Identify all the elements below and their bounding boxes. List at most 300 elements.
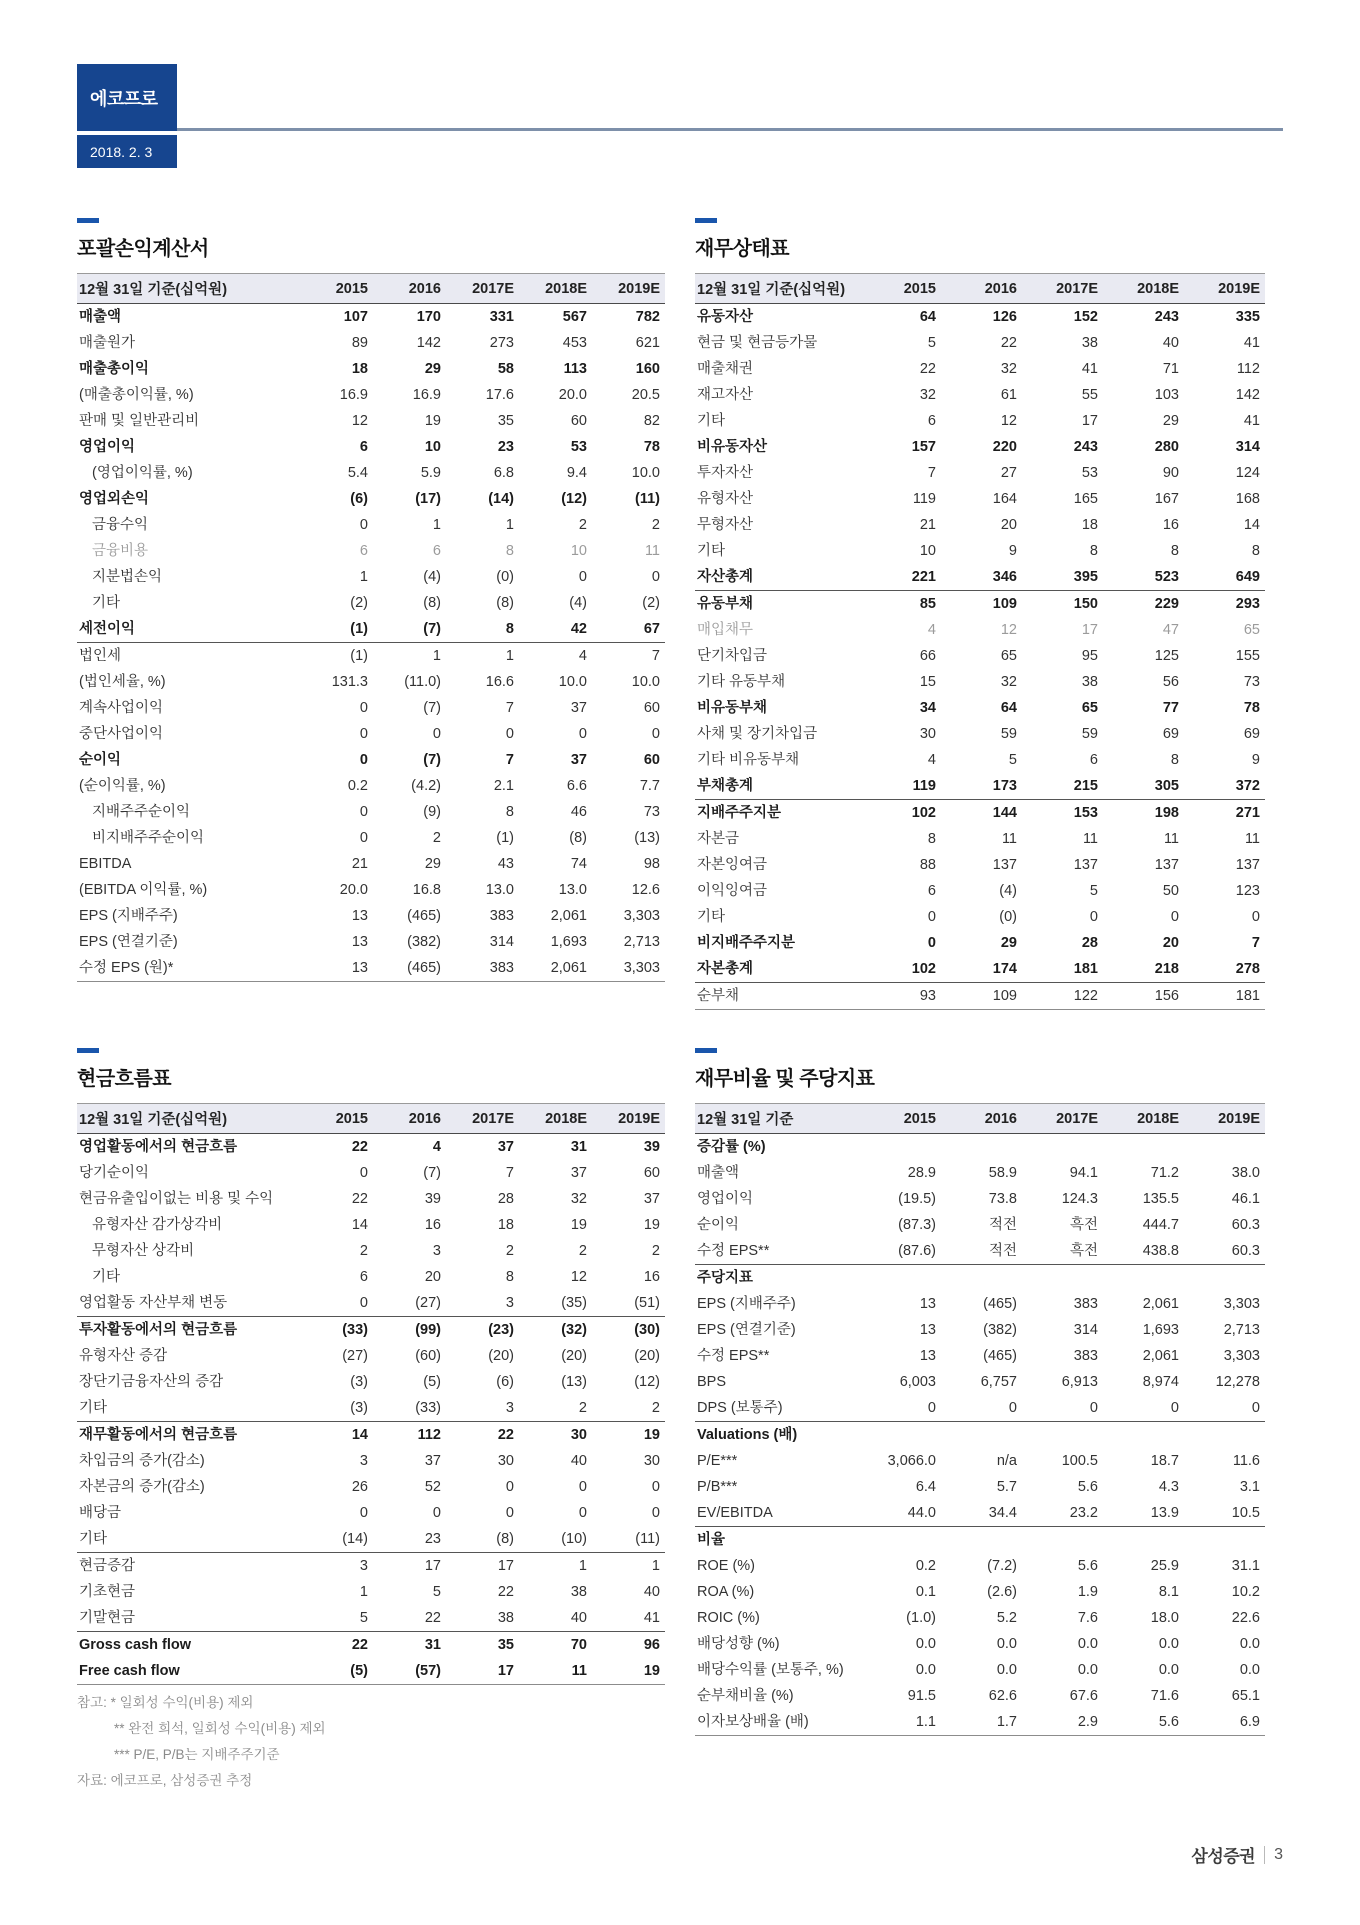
cell-value: 124: [1235, 465, 1260, 481]
cell-value: 62.6: [988, 1688, 1017, 1704]
cell-value: 2,061: [550, 960, 587, 976]
cell-value: 0.0: [1077, 1662, 1098, 1678]
row-label: 기타: [77, 1395, 300, 1422]
cell-value: 8: [1170, 543, 1179, 559]
cell-value: 0: [300, 1290, 373, 1317]
cell-value: 13: [919, 1296, 936, 1312]
cell-value: 60.3: [1231, 1217, 1260, 1233]
cell-value: (8): [446, 1526, 519, 1553]
cell-value: 56: [1162, 674, 1179, 690]
row-label: 계속사업이익: [79, 700, 164, 716]
table-row: [77, 1343, 665, 1369]
cell-value: 383: [489, 960, 514, 976]
cell-value: 395: [1022, 564, 1103, 591]
cash-flow-table: [77, 1103, 665, 1685]
cell-value: 2.9: [1077, 1714, 1098, 1730]
table-row: [77, 1317, 665, 1344]
cell-value: 17: [1081, 622, 1098, 638]
row-label: P/B***: [697, 1479, 738, 1495]
cell-value: 0.2: [915, 1558, 936, 1574]
cell-value: 346: [941, 564, 1022, 591]
row-label: 비지배주주순이익: [92, 830, 205, 846]
cell-value: 5: [1089, 883, 1098, 899]
cell-value: 102: [911, 805, 936, 821]
cell-value: 29: [424, 361, 441, 377]
cell-value: (13): [634, 830, 660, 846]
cell-value: 38: [1081, 674, 1098, 690]
cell-value: 37: [497, 1139, 514, 1155]
row-label: (순이익률, %): [79, 778, 166, 794]
cell-value: 113: [563, 361, 587, 377]
table-row: [77, 773, 665, 799]
cell-value: 5.6: [1077, 1479, 1098, 1495]
cell-value: 18: [351, 361, 368, 377]
cell-value: 1: [578, 1558, 587, 1574]
cell-value: 10: [424, 439, 441, 455]
cell-value: 58: [497, 361, 514, 377]
cell-value: 3: [432, 1243, 441, 1259]
cell-value: 37: [570, 1165, 587, 1181]
cell-value: 0: [941, 1395, 1022, 1422]
cell-value: [1184, 1527, 1265, 1554]
cell-value: 11: [1001, 831, 1017, 847]
row-label: 금융수익: [92, 517, 149, 533]
report-title: 에코프로: [90, 88, 158, 109]
cell-value: 135.5: [1142, 1191, 1179, 1207]
table-row: [77, 616, 665, 643]
cell-value: (30): [634, 1322, 660, 1338]
cell-value: 60: [643, 700, 660, 716]
cell-value: 1: [505, 648, 514, 664]
cell-value: 19: [643, 1427, 660, 1443]
cell-value: 32: [570, 1191, 587, 1207]
cell-value: 0: [359, 700, 368, 716]
cell-value: 0: [1170, 909, 1179, 925]
cell-value: 38: [446, 1605, 519, 1632]
table-row: [695, 930, 1265, 956]
cell-value: 229: [1154, 596, 1179, 612]
table-row: [77, 1579, 665, 1605]
cell-value: 6: [359, 439, 368, 455]
table-row: [77, 695, 665, 721]
cell-value: (14): [488, 491, 514, 507]
row-label: 현금 및 현금등가물: [697, 335, 818, 351]
cell-value: (14): [300, 1526, 373, 1553]
cell-value: 66: [919, 648, 936, 664]
table-row: [695, 486, 1265, 512]
cell-value: 70: [570, 1637, 587, 1653]
row-label: Free cash flow: [79, 1663, 180, 1679]
cell-value: 7: [651, 648, 660, 664]
cell-value: 153: [1073, 805, 1098, 821]
cell-value: 2,713: [1223, 1322, 1260, 1338]
cell-value: 73: [643, 804, 660, 820]
table-row: [77, 1658, 665, 1685]
cell-value: 220: [992, 439, 1017, 455]
cell-value: 39: [643, 1139, 660, 1155]
row-label: 이자보상배율 (배): [697, 1714, 809, 1730]
row-label: 차입금의 증가(감소): [79, 1453, 205, 1469]
section-title: 현금흐름표: [77, 1068, 172, 1090]
table-row: [77, 382, 665, 408]
cell-value: 293: [1235, 596, 1260, 612]
cell-value: 19: [570, 1217, 587, 1233]
cell-value: 7: [1251, 935, 1260, 951]
cell-value: 95: [1081, 648, 1098, 664]
table-row: [695, 1500, 1265, 1527]
table-row: [77, 512, 665, 538]
cell-value: 3: [359, 1453, 368, 1469]
cell-value: 278: [1184, 956, 1265, 983]
column-header-2015: 2015: [300, 274, 373, 304]
cell-value: [941, 1134, 1022, 1161]
row-label: EPS (지배주주): [79, 908, 178, 924]
brand-name: 삼성증권: [1191, 1847, 1256, 1866]
cell-value: 8: [505, 804, 514, 820]
cell-value: 19: [643, 1663, 660, 1679]
cell-value: (7): [423, 752, 441, 768]
cell-value: 23: [497, 439, 514, 455]
cell-value: 13: [919, 1322, 936, 1338]
row-label: 기초현금: [79, 1584, 136, 1600]
table-row: [695, 956, 1265, 983]
cell-value: 10.0: [558, 674, 587, 690]
cell-value: 5.6: [1077, 1558, 1098, 1574]
cell-value: 61: [1000, 387, 1017, 403]
cell-value: 14: [1243, 517, 1260, 533]
row-label: 재고자산: [697, 387, 754, 403]
cell-value: 7: [505, 700, 514, 716]
cell-value: 0.0: [1158, 1636, 1179, 1652]
note-line: 자료: 에코프로, 삼성증권 추정: [77, 1773, 253, 1788]
cell-value: (51): [592, 1290, 665, 1317]
cell-value: 12.6: [631, 882, 660, 898]
cell-value: 438.8: [1103, 1238, 1184, 1265]
row-label: 매출원가: [79, 335, 136, 351]
cell-value: 6: [927, 413, 936, 429]
cell-value: 123: [1235, 883, 1260, 899]
table-row: [77, 330, 665, 356]
cell-value: 0: [432, 1505, 441, 1521]
cell-value: 22.6: [1231, 1610, 1260, 1626]
cell-value: 88: [919, 857, 936, 873]
cell-value: 3,303: [623, 960, 660, 976]
row-label: 매출액: [79, 309, 122, 325]
section-accent-dash: [695, 1048, 717, 1053]
cell-value: (32): [561, 1322, 587, 1338]
cell-value: 적전: [988, 1217, 1017, 1233]
table-row: [77, 903, 665, 929]
cell-value: 0: [578, 569, 587, 585]
cell-value: 22: [351, 1637, 368, 1653]
cell-value: 122: [1073, 988, 1098, 1004]
financial-ratios-section: [695, 1048, 1265, 1736]
table-row: [695, 983, 1265, 1010]
table-header-row: [77, 274, 665, 304]
cell-value: 14: [351, 1427, 368, 1443]
cell-value: 12: [1000, 622, 1017, 638]
table-row: [77, 590, 665, 616]
cell-value: 6.9: [1239, 1714, 1260, 1730]
row-label: 기타: [697, 413, 726, 429]
row-label: 판매 및 일반관리비: [79, 413, 200, 429]
row-label: 비율: [697, 1532, 726, 1548]
table-row: [695, 669, 1265, 695]
cell-value: 6: [432, 543, 441, 559]
cell-value: 47: [1162, 622, 1179, 638]
cell-value: 142: [416, 335, 441, 351]
cell-value: 137: [1154, 857, 1179, 873]
cell-value: 4: [927, 752, 936, 768]
cell-value: 53: [570, 439, 587, 455]
cell-value: 31: [424, 1637, 441, 1653]
cell-value: 157: [911, 439, 936, 455]
cell-value: 0: [1022, 1395, 1103, 1422]
cell-value: 13: [351, 960, 368, 976]
cell-value: 124.3: [1061, 1191, 1098, 1207]
cell-value: 173: [941, 773, 1022, 800]
cell-value: 3,303: [623, 908, 660, 924]
cell-value: 305: [1103, 773, 1184, 800]
cell-value: 155: [1235, 648, 1260, 664]
cell-value: (5): [350, 1663, 368, 1679]
row-label: 기타: [697, 909, 726, 925]
cell-value: (4): [423, 569, 441, 585]
cell-value: (1): [350, 648, 368, 664]
cell-value: 29: [424, 856, 441, 872]
column-header-2016: 2016: [373, 1104, 446, 1134]
section-title: 재무상태표: [695, 238, 790, 260]
row-label: 이익잉여금: [697, 883, 768, 899]
table-row: [695, 1134, 1265, 1161]
cell-value: (13): [561, 1374, 587, 1390]
cell-value: 85: [919, 596, 936, 612]
cell-value: 0: [359, 1165, 368, 1181]
cell-value: 0.0: [1077, 1636, 1098, 1652]
cell-value: 0: [359, 752, 368, 768]
table-header-label: 12월 31일 기준(십억원): [77, 274, 300, 304]
cell-value: [860, 1265, 941, 1292]
cell-value: 40: [519, 1605, 592, 1632]
cell-value: 181: [1022, 956, 1103, 983]
row-label: 기타: [92, 595, 121, 611]
row-label: 당기순이익: [79, 1165, 150, 1181]
cell-value: 150: [1073, 596, 1098, 612]
cell-value: 0: [505, 1505, 514, 1521]
cell-value: 4: [432, 1139, 441, 1155]
cell-value: [1184, 1265, 1265, 1292]
cell-value: 30: [919, 726, 936, 742]
column-header-2019e: 2019E: [592, 274, 665, 304]
cell-value: 9: [1251, 752, 1260, 768]
cell-value: 3,066.0: [887, 1453, 936, 1469]
cell-value: 137: [992, 857, 1017, 873]
cell-value: 383: [489, 908, 514, 924]
cell-value: (17): [415, 491, 441, 507]
cell-value: 314: [1073, 1322, 1098, 1338]
table-row: [77, 356, 665, 382]
cell-value: 0: [1251, 909, 1260, 925]
cell-value: 102: [860, 956, 941, 983]
cell-value: 34.4: [941, 1500, 1022, 1527]
cell-value: (19.5): [898, 1191, 936, 1207]
cell-value: [1103, 1134, 1184, 1161]
cell-value: 0.1: [915, 1584, 936, 1600]
cell-value: (7): [423, 1165, 441, 1181]
table-row: [695, 356, 1265, 382]
cell-value: (4): [999, 883, 1017, 899]
row-label: 기말현금: [77, 1605, 300, 1632]
cell-value: 22: [373, 1605, 446, 1632]
cell-value: 30: [497, 1453, 514, 1469]
cell-value: 198: [1154, 805, 1179, 821]
cell-value: 40: [1162, 335, 1179, 351]
cell-value: 6,757: [980, 1374, 1017, 1390]
table-row: [695, 330, 1265, 356]
table-row: [77, 1448, 665, 1474]
cell-value: (11): [592, 1526, 665, 1553]
row-label: 매입채무: [697, 622, 754, 638]
table-row: [77, 721, 665, 747]
cell-value: 0.0: [996, 1662, 1017, 1678]
cell-value: (60): [415, 1348, 441, 1364]
table-row: [695, 1709, 1265, 1736]
cell-value: (8): [569, 830, 587, 846]
table-row: [77, 1186, 665, 1212]
row-label: 지배주주지분: [697, 805, 782, 821]
table-header-row: [77, 1104, 665, 1134]
table-row: [77, 955, 665, 982]
row-label: 단기차입금: [697, 648, 768, 664]
row-label: 영업이익: [79, 439, 136, 455]
cell-value: 18.7: [1150, 1453, 1179, 1469]
cell-value: (9): [423, 804, 441, 820]
table-row: [695, 591, 1265, 618]
cell-value: 1: [432, 648, 441, 664]
cell-value: 93: [919, 988, 936, 1004]
cell-value: 37: [424, 1453, 441, 1469]
cell-value: (2): [350, 595, 368, 611]
row-label: BPS: [697, 1374, 727, 1390]
cell-value: 8: [446, 616, 519, 643]
cell-value: (6): [350, 491, 368, 507]
table-row: [77, 669, 665, 695]
cell-value: 28: [1081, 935, 1098, 951]
cell-value: (8): [423, 595, 441, 611]
cell-value: 1: [651, 1558, 660, 1574]
row-label: 장단기금융자산의 증감: [79, 1374, 224, 1390]
cell-value: (4): [569, 595, 587, 611]
cell-value: (57): [415, 1663, 441, 1679]
row-label: 무형자산 상각비: [92, 1243, 195, 1259]
cell-value: 18: [497, 1217, 514, 1233]
table-row: [695, 800, 1265, 827]
table-row: [77, 825, 665, 851]
row-label: 배당금: [79, 1505, 122, 1521]
cell-value: 41: [1081, 361, 1098, 377]
cell-value: 3: [446, 1290, 519, 1317]
cell-value: 11: [1082, 831, 1098, 847]
column-header-2018e: 2018E: [1103, 1104, 1184, 1134]
cell-value: 164: [992, 491, 1017, 507]
table-row: [695, 904, 1265, 930]
cell-value: 67.6: [1069, 1688, 1098, 1704]
cell-value: 37: [643, 1191, 660, 1207]
row-label: (영업이익률, %): [92, 465, 193, 481]
cell-value: 649: [1184, 564, 1265, 591]
cell-value: 13.0: [558, 882, 587, 898]
row-label: Gross cash flow: [79, 1637, 192, 1653]
cell-value: 14: [351, 1217, 368, 1233]
cell-value: 71: [1162, 361, 1179, 377]
cell-value: 0.2: [347, 778, 368, 794]
cell-value: 10.0: [631, 674, 660, 690]
row-label: 중단사업이익: [79, 726, 164, 742]
cell-value: 2,061: [1142, 1348, 1179, 1364]
row-label: 비유동부채: [697, 700, 768, 716]
cell-value: 1.9: [1077, 1584, 1098, 1600]
table-row: [695, 1343, 1265, 1369]
cell-value: 16: [424, 1217, 441, 1233]
cell-value: 34: [919, 700, 936, 716]
cell-value: 0: [651, 1505, 660, 1521]
row-label: 자본잉여금: [697, 857, 768, 873]
cell-value: 89: [351, 335, 368, 351]
cell-value: 8.1: [1158, 1584, 1179, 1600]
cell-value: (2.6): [987, 1584, 1017, 1600]
cell-value: 15: [919, 674, 936, 690]
cell-value: 17: [497, 1558, 514, 1574]
cell-value: 18: [1081, 517, 1098, 533]
table-row: [77, 1605, 665, 1632]
table-header-label: 12월 31일 기준(십억원): [77, 1104, 300, 1134]
row-label: 현금유출입이없는 비용 및 수익: [79, 1191, 274, 1207]
cell-value: 20.0: [339, 882, 368, 898]
row-label: 자본총계: [695, 956, 860, 983]
cell-value: 20: [424, 1269, 441, 1285]
cell-value: 40: [643, 1584, 660, 1600]
cell-value: (10): [519, 1526, 592, 1553]
cell-value: 2,061: [1142, 1296, 1179, 1312]
row-label: DPS (보통주): [695, 1395, 860, 1422]
row-label: 순이익: [697, 1217, 740, 1233]
table-row: [77, 1264, 665, 1290]
column-header-2019e: 2019E: [1184, 274, 1265, 304]
cell-value: 314: [1235, 439, 1260, 455]
cell-value: 6: [1089, 752, 1098, 768]
cell-value: 0.0: [1158, 1662, 1179, 1678]
row-label: (EBITDA 이익률, %): [79, 882, 208, 898]
table-row: [77, 877, 665, 903]
cell-value: 22: [1000, 335, 1017, 351]
cell-value: 28.9: [907, 1165, 936, 1181]
cell-value: 5.4: [347, 465, 368, 481]
cell-value: 2: [651, 1243, 660, 1259]
row-label: 부채총계: [695, 773, 860, 800]
row-label: 매출총이익: [79, 361, 150, 377]
cell-value: 7: [927, 465, 936, 481]
cell-value: 8: [1089, 543, 1098, 559]
table-row: [77, 1632, 665, 1659]
cell-value: 58.9: [988, 1165, 1017, 1181]
cell-value: (465): [407, 960, 441, 976]
cell-value: 22: [351, 1191, 368, 1207]
cell-value: [1103, 1265, 1184, 1292]
cell-value: 42: [519, 616, 592, 643]
cell-value: 38: [1081, 335, 1098, 351]
cell-value: 78: [643, 439, 660, 455]
cell-value: [860, 1134, 941, 1161]
